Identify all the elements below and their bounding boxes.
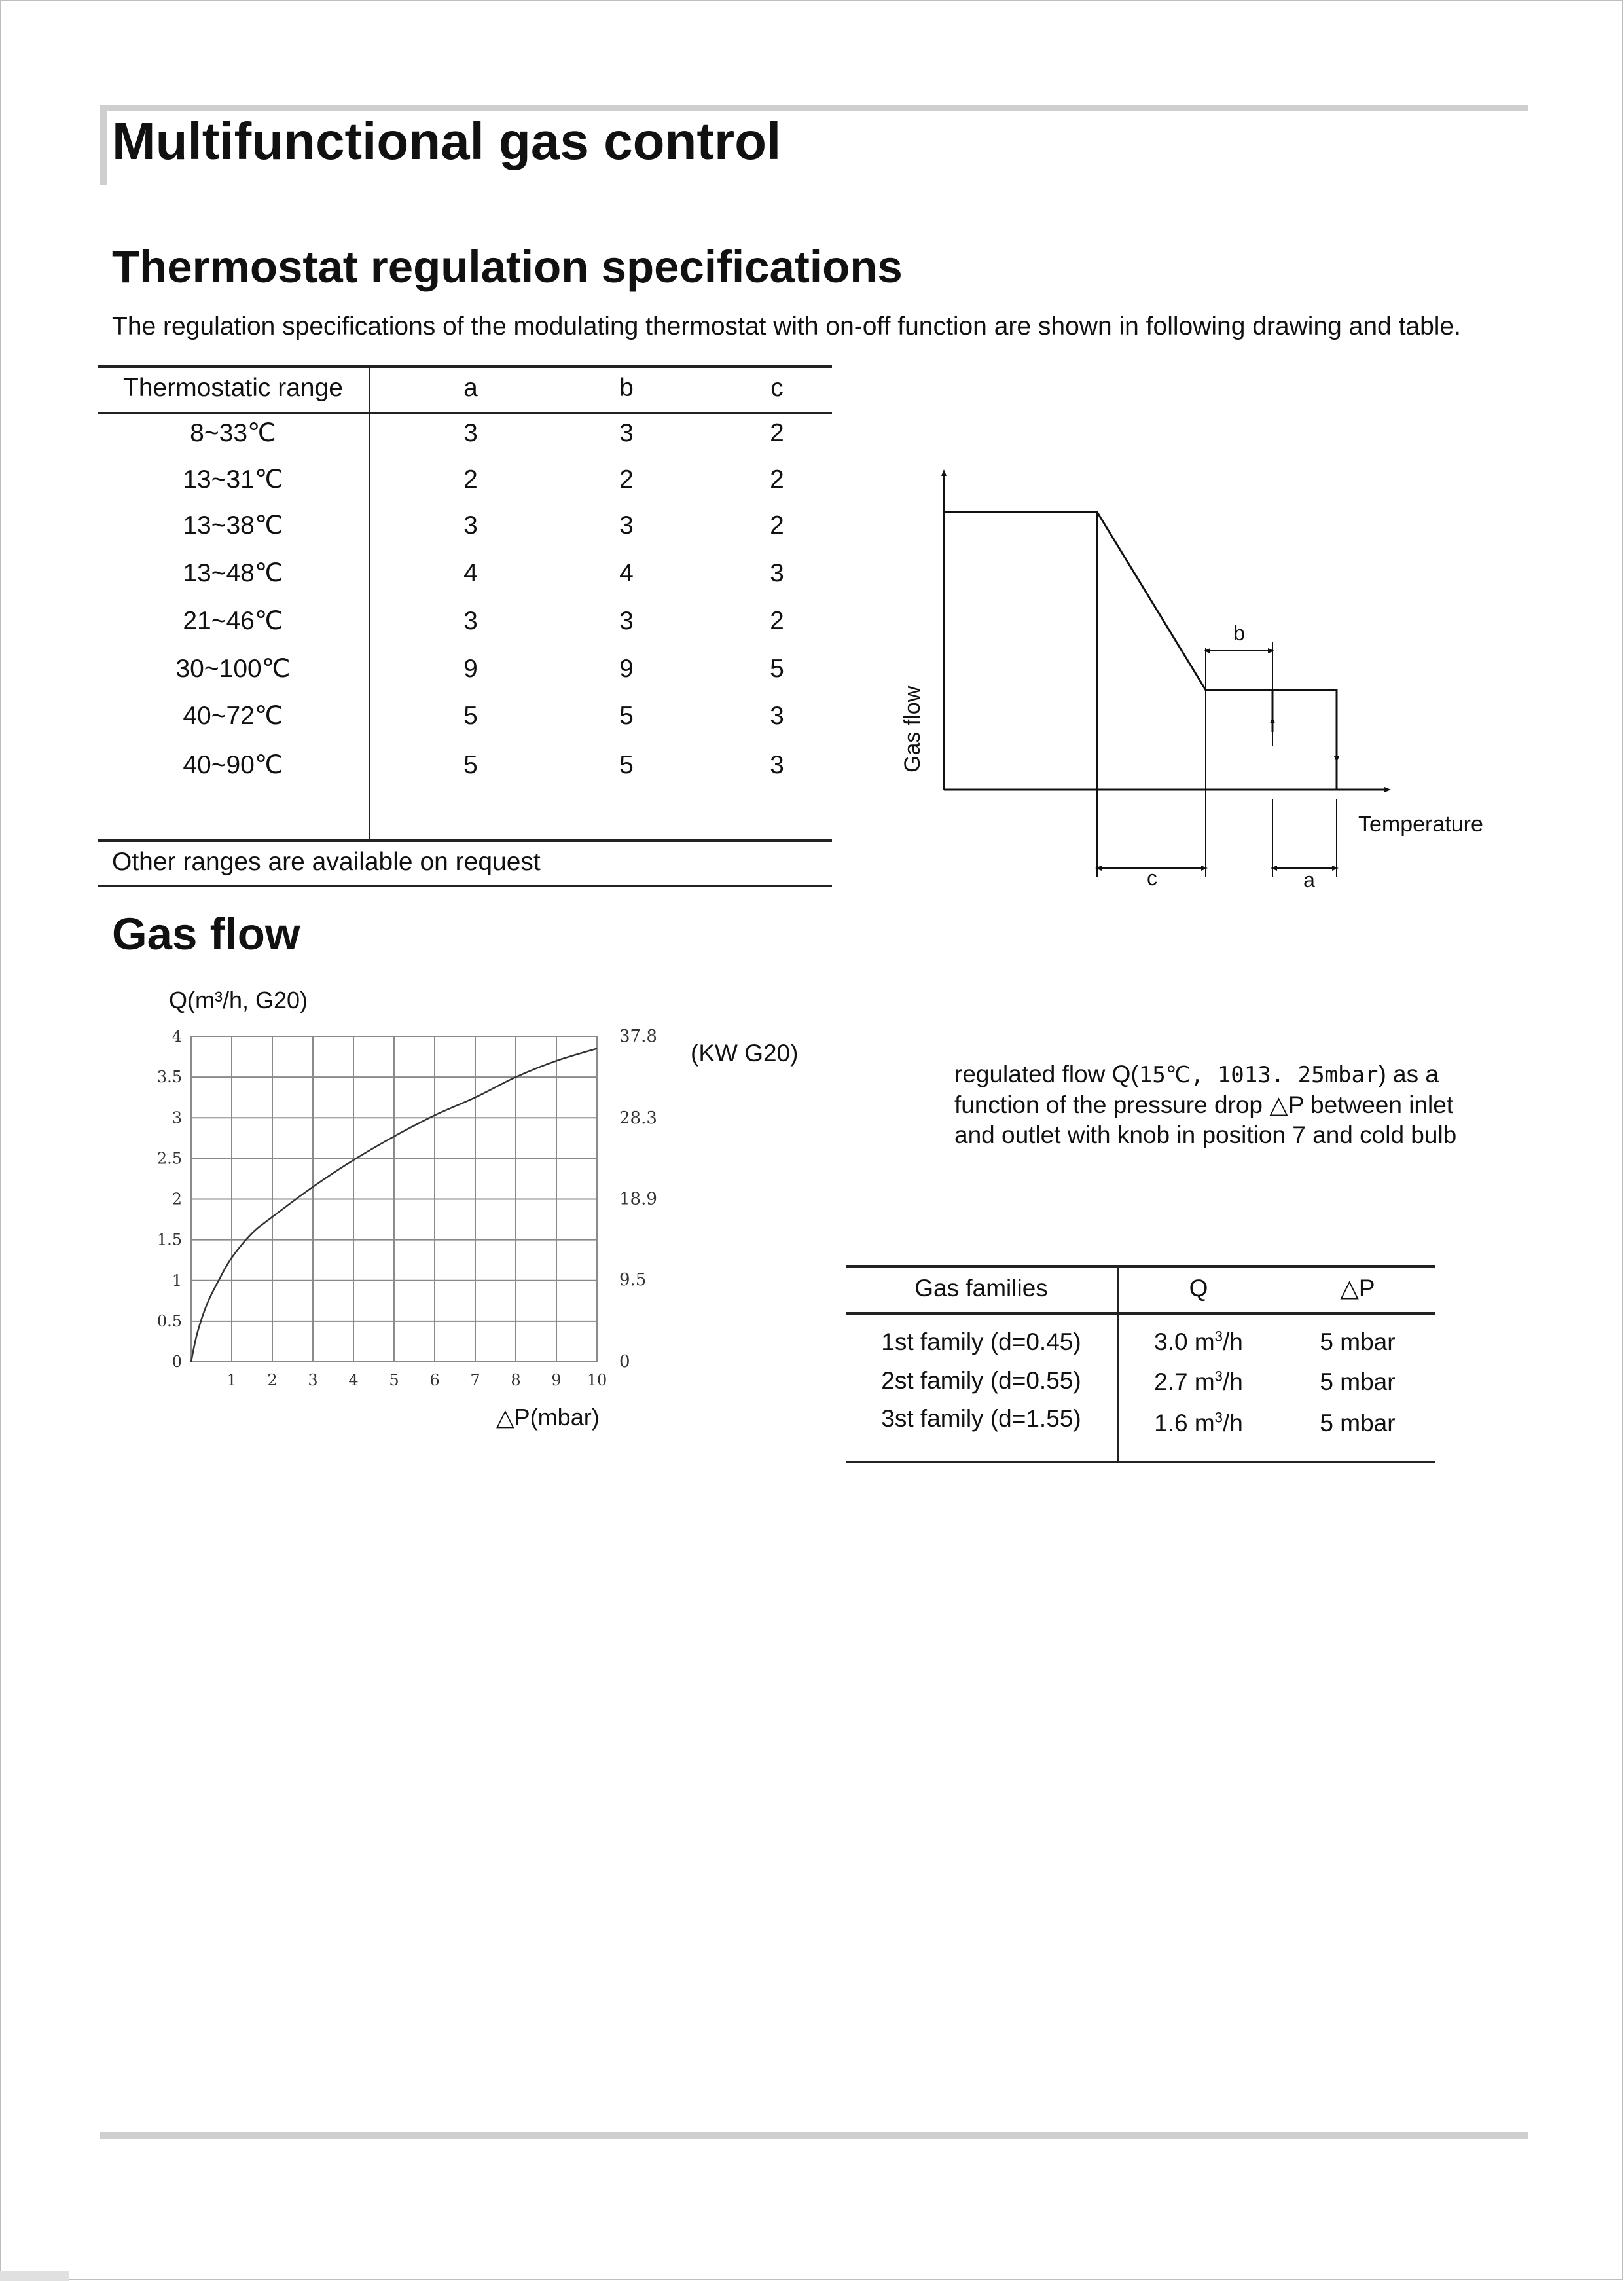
cell-b: 3 xyxy=(619,607,634,635)
table-rule-header xyxy=(846,1312,1435,1315)
diagram-label-c: c xyxy=(1147,866,1157,890)
cell-q: 2.7 $m^3/h$ xyxy=(1154,1368,1243,1395)
cell-dp: 5 mbar xyxy=(1320,1410,1396,1436)
y2-tick-label: 9.5 xyxy=(619,1270,647,1290)
y-tick-label: 3.5 xyxy=(156,1068,182,1087)
y2-tick-label: 28.3 xyxy=(619,1108,657,1128)
corner-mark xyxy=(0,2271,69,2281)
diagram-y-label: Gas flow xyxy=(900,685,925,773)
x-tick-label: 9 xyxy=(551,1371,562,1389)
cell-dp: 5 mbar xyxy=(1320,1368,1396,1395)
chart-y-label: Q(m³/h, G20) xyxy=(169,987,308,1013)
x-tick-label: 5 xyxy=(389,1371,399,1389)
diagram-label-a: a xyxy=(1303,868,1315,892)
cell-b: 9 xyxy=(619,655,634,683)
chart-x-ticks xyxy=(226,1371,607,1389)
cell-range: 21~46℃ xyxy=(183,607,283,635)
header-c: c xyxy=(770,374,784,402)
chart-grid xyxy=(191,1036,597,1362)
x-tick-label: 2 xyxy=(267,1371,278,1389)
cell-c: 2 xyxy=(770,607,784,635)
y-tick-label: 0 xyxy=(171,1353,182,1371)
table-rule-top xyxy=(98,365,832,368)
section-title-thermostat: Thermostat regulation specifications xyxy=(112,242,903,292)
cell-c: 2 xyxy=(770,465,784,494)
regulated-flow-conditions: 15℃, 1013. 25mbar xyxy=(1138,1062,1379,1088)
cell-c: 3 xyxy=(770,751,784,779)
bottom-rule xyxy=(100,2132,1528,2139)
x-tick-label: 7 xyxy=(470,1371,480,1389)
chart-y-ticks xyxy=(157,1027,182,1371)
table-rule-top xyxy=(846,1265,1435,1268)
y-tick-label: 1.5 xyxy=(156,1230,182,1249)
x-tick-label: 10 xyxy=(586,1371,607,1389)
cell-family: 1st family (d=0.45) xyxy=(881,1328,1081,1355)
cell-range: 40~72℃ xyxy=(183,702,283,730)
cell-range: 40~90℃ xyxy=(183,751,283,779)
cell-c: 2 xyxy=(770,511,784,539)
cell-a: 9 xyxy=(463,655,478,683)
chart-y2-ticks xyxy=(619,1027,657,1372)
regulated-flow-description xyxy=(954,1059,1478,1150)
table-rule-body-end xyxy=(98,839,832,842)
regulated-flow-prefix: regulated flow Q( xyxy=(954,1061,1139,1087)
cell-a: 3 xyxy=(463,607,478,635)
y-tick-label: 4 xyxy=(171,1027,182,1046)
y2-tick-label: 37.8 xyxy=(619,1027,657,1046)
cell-b: 5 xyxy=(619,751,634,779)
table-rule-bottom xyxy=(846,1461,1435,1463)
page-title: Multifunctional gas control xyxy=(112,112,782,170)
table-note: Other ranges are available on request xyxy=(112,848,541,876)
thermostat-table xyxy=(98,365,832,887)
header-q: Q xyxy=(1189,1275,1208,1302)
y2-tick-label: 18.9 xyxy=(619,1189,657,1209)
cell-b: 4 xyxy=(619,559,634,587)
cell-range: 8~33℃ xyxy=(190,419,276,447)
x-tick-label: 8 xyxy=(511,1371,521,1389)
y-tick-label: 0.5 xyxy=(156,1311,182,1330)
cell-c: 3 xyxy=(770,702,784,730)
header-range: Thermostatic range xyxy=(123,374,343,402)
chart-x-label: △P(mbar) xyxy=(496,1404,600,1431)
cell-q: 1.6 $m^3/h$ xyxy=(1154,1409,1243,1436)
header-gas-families: Gas families xyxy=(914,1275,1048,1302)
diagram-x-label: Temperature xyxy=(1358,812,1483,837)
cell-range: 13~38℃ xyxy=(183,511,283,539)
cell-a: 3 xyxy=(463,419,478,447)
cell-a: 4 xyxy=(463,559,478,587)
cell-family: 2st family (d=0.55) xyxy=(881,1367,1081,1394)
cell-b: 3 xyxy=(619,511,634,539)
header-b: b xyxy=(619,374,634,402)
cell-a: 2 xyxy=(463,465,478,494)
table-rule-bottom xyxy=(98,885,832,887)
x-tick-label: 4 xyxy=(348,1371,359,1389)
cell-q: 3.0 $m^3/h$ xyxy=(1154,1328,1243,1355)
header-dp: △P xyxy=(1340,1275,1375,1302)
regulated-flow-suffix: ) as a function of the pressure drop △P between inlet and outlet with knob in position 7 and cold bulb xyxy=(954,1061,1457,1148)
y-tick-label: 3 xyxy=(171,1108,182,1127)
cell-range: 13~31℃ xyxy=(183,465,283,494)
y2-tick-label: 0 xyxy=(619,1352,630,1372)
title-accent-bar xyxy=(100,105,107,185)
cell-a: 3 xyxy=(463,511,478,539)
cell-b: 5 xyxy=(619,702,634,730)
section-title-gas-flow: Gas flow xyxy=(112,909,300,959)
cell-b: 3 xyxy=(619,419,634,447)
cell-b: 2 xyxy=(619,465,634,494)
cell-c: 3 xyxy=(770,559,784,587)
y-tick-label: 2 xyxy=(171,1190,182,1209)
header-a: a xyxy=(463,374,478,402)
cell-family: 3st family (d=1.55) xyxy=(881,1405,1081,1432)
y-tick-label: 1 xyxy=(171,1271,182,1290)
chart-y2-label: (KW G20) xyxy=(691,1040,799,1067)
x-tick-label: 1 xyxy=(226,1371,237,1389)
diagram-label-b: b xyxy=(1233,621,1245,645)
flow-curve xyxy=(944,512,1337,790)
cell-a: 5 xyxy=(463,751,478,779)
cell-a: 5 xyxy=(463,702,478,730)
regulation-diagram xyxy=(890,458,1519,903)
cell-range: 30~100℃ xyxy=(175,655,291,683)
cell-c: 5 xyxy=(770,655,784,683)
cell-range: 13~48℃ xyxy=(183,559,283,587)
x-tick-label: 6 xyxy=(429,1371,440,1389)
y-tick-label: 2.5 xyxy=(156,1149,182,1168)
table-rule-header xyxy=(98,412,832,414)
intro-paragraph: The regulation specifications of the modulating thermostat with on-off function are shown in following drawing and table. xyxy=(112,312,1461,340)
table-rule-vertical xyxy=(369,365,370,841)
cell-dp: 5 mbar xyxy=(1320,1328,1396,1355)
x-tick-label: 3 xyxy=(308,1371,318,1389)
gas-families-table xyxy=(846,1265,1435,1465)
cell-c: 2 xyxy=(770,419,784,447)
